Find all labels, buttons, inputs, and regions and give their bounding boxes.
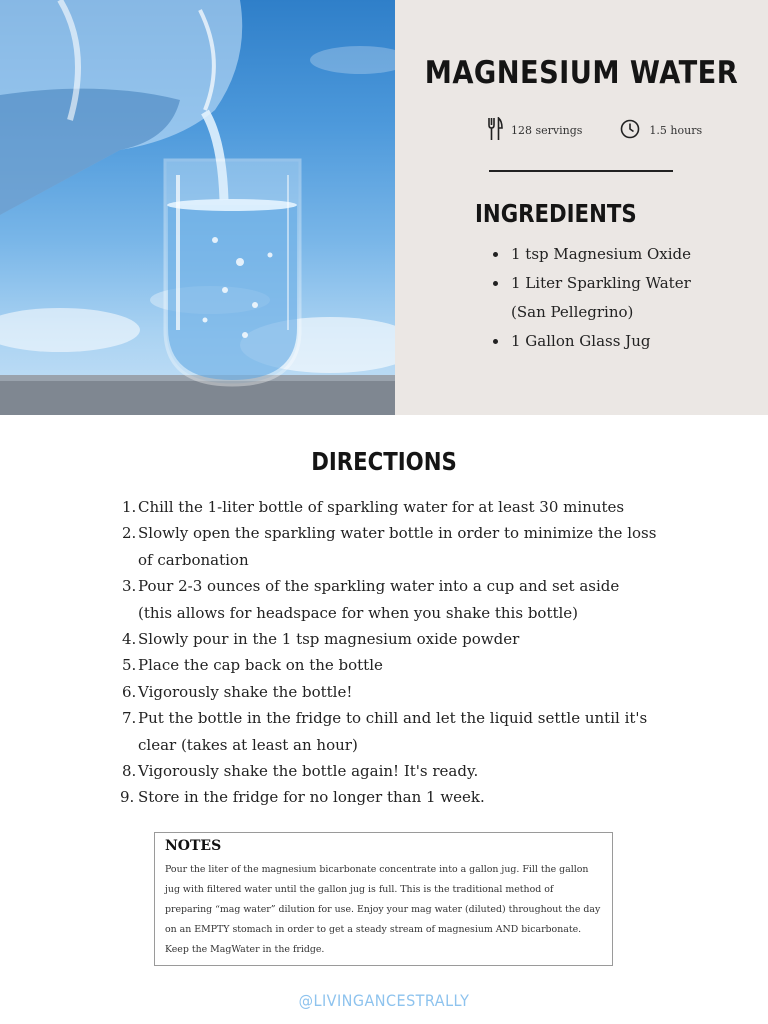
- step-number: 3.: [122, 577, 137, 596]
- directions-list: [118, 494, 658, 811]
- direction-step: [118, 520, 658, 573]
- ingredient-item: • 1 Liter Sparkling Water (San Pellegrino): [509, 269, 729, 327]
- step-number: 7.: [122, 709, 137, 728]
- fork-knife-icon: [487, 117, 503, 144]
- time-label: 1.5 hours: [649, 124, 703, 137]
- step-number: 5.: [122, 656, 137, 675]
- step-text: Vigorously shake the bottle again! It's ready.: [138, 762, 479, 781]
- ingredient-item: • 1 tsp Magnesium Oxide: [509, 240, 729, 269]
- step-number: 9.: [120, 788, 135, 807]
- step-number: 2.: [122, 524, 137, 543]
- clock-icon: [620, 119, 640, 142]
- social-handle: @LIVINGANCESTRALLY: [298, 991, 470, 1010]
- divider-line: [489, 170, 673, 172]
- servings-info: [487, 117, 582, 144]
- step-text: Slowly pour in the 1 tsp magnesium oxide powder: [138, 630, 520, 649]
- step-text: Slowly open the sparkling water bottle in order to minimize the loss of carbonation: [138, 524, 657, 569]
- step-text: Put the bottle in the fridge to chill and let the liquid settle until it's clear (takes at least an hour): [138, 709, 648, 754]
- directions-heading: DIRECTIONS: [311, 447, 457, 476]
- direction-step: [118, 494, 658, 520]
- water-pouring-photo: [0, 0, 395, 415]
- recipe-meta: [487, 117, 702, 144]
- notes-heading: NOTES: [165, 838, 222, 854]
- ingredient-item: • 1 Gallon Glass Jug: [509, 327, 729, 356]
- ingredients-list: [491, 240, 729, 356]
- notes-box: [154, 832, 613, 966]
- direction-step: [118, 652, 658, 678]
- direction-step: [118, 679, 658, 705]
- time-info: [620, 119, 702, 142]
- step-text: Store in the fridge for no longer than 1 week.: [138, 788, 485, 807]
- direction-step: [118, 705, 658, 758]
- recipe-summary-panel: [395, 0, 768, 415]
- direction-step: [118, 573, 658, 626]
- step-text: Pour 2-3 ounces of the sparkling water into a cup and set aside (this allows for headspace for when you shake this bottle): [138, 577, 620, 622]
- direction-step: [118, 626, 658, 652]
- step-number: 8.: [122, 762, 137, 781]
- water-glass-illustration: [0, 0, 395, 415]
- step-number: 1.: [122, 498, 137, 516]
- direction-step: [118, 784, 658, 810]
- step-text: Chill the 1-liter bottle of sparkling water for at least 30 minutes: [138, 498, 625, 516]
- step-number: 4.: [122, 630, 137, 649]
- step-text: Place the cap back on the bottle: [138, 656, 383, 675]
- direction-step: [118, 758, 658, 784]
- step-text: Vigorously shake the bottle!: [138, 682, 353, 701]
- step-number: 6.: [122, 682, 137, 701]
- servings-label: 128 servings: [511, 124, 583, 137]
- recipe-title: MAGNESIUM WATER: [424, 55, 739, 91]
- notes-body: Pour the liter of the magnesium bicarbonate concentrate into a gallon jug. Fill the gallon jug with filtered water until the gallon jug is full. This is the traditional method of preparing “mag water” dilution for use. Enjoy your mag water (diluted) throughout the day on an EMPTY stomach in order to get a steady stream of magnesium AND bicarbonate. Keep the MagWater in the fridge.: [165, 864, 601, 955]
- ingredients-heading: INGREDIENTS: [475, 199, 637, 228]
